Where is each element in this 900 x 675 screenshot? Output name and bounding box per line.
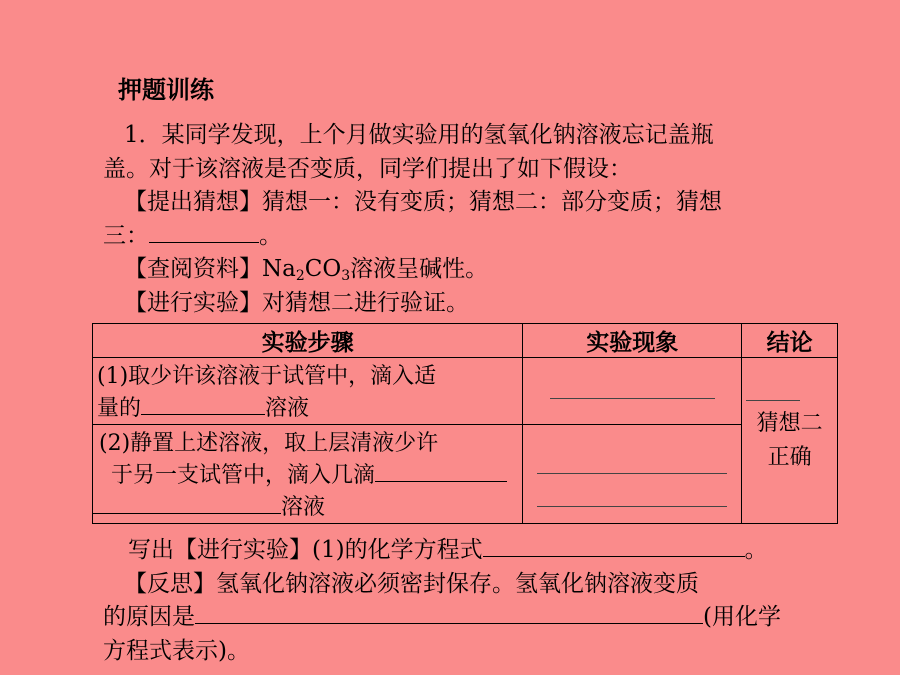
conclusion-line-1: 猜想二 (756, 410, 823, 436)
hypothesis-suffix: 。 (259, 223, 282, 249)
hypothesis-blank[interactable] (149, 222, 259, 243)
data-lookup-mid: CO (304, 256, 342, 282)
step-2-text (93, 425, 522, 523)
experiment-table (92, 323, 838, 524)
hypothesis-line-1: 【提出猜想】猜想一：没有变质；猜想二：部分变质；猜想 (124, 189, 722, 215)
step-1-text (93, 358, 522, 424)
conclusion-cell (742, 358, 838, 524)
reflection-line-3: 方程式表示)。 (103, 638, 250, 664)
phenomenon-2-blank[interactable] (537, 473, 727, 474)
data-lookup-line (124, 250, 488, 284)
step-1-cell (93, 358, 523, 425)
step-2-line-b (99, 459, 518, 491)
step-2-blank-cont[interactable] (93, 491, 281, 514)
equation-suffix: 。 (744, 537, 768, 563)
data-lookup-suffix: 溶液呈碱性。 (350, 256, 489, 282)
section-heading: 押题训练 (118, 76, 214, 104)
equation-prefix: 写出【进行实验】(1)的化学方程式 (128, 537, 483, 563)
phenomenon-1-blank[interactable] (550, 398, 715, 399)
reflection-line-1: 【反思】氢氧化钠溶液必须密封保存。氢氧化钠溶液变质 (124, 571, 699, 597)
header-phenomena: 实验现象 (523, 324, 742, 358)
equation-line (128, 531, 768, 564)
hypothesis-line-2 (103, 217, 282, 250)
step-2-cell (93, 425, 523, 524)
table-row (93, 425, 838, 524)
step-1-blank[interactable] (141, 392, 265, 415)
step-1-prefix: 量的 (97, 396, 142, 421)
conclusion-line-2: 正确 (767, 444, 812, 470)
question-line-1: 1．某同学发现，上个月做实验用的氢氧化钠溶液忘记盖瓶 (124, 122, 714, 148)
step-1-line-a: (1)取少许该溶液于试管中，滴入适 (97, 364, 437, 389)
subscript-2: 2 (295, 268, 305, 284)
phenomenon-2-blank-2[interactable] (537, 506, 727, 507)
step-2-line-a: (2)静置上述溶液，取上层清液少许 (99, 431, 439, 456)
hypothesis-prefix: 三： (103, 223, 149, 249)
table-row (93, 358, 838, 425)
question-line-2: 盖。对于该溶液是否变质，同学们提出了如下假设： (103, 156, 632, 182)
reflection-blank[interactable] (195, 603, 703, 624)
step-2-suffix: 溶液 (281, 495, 326, 520)
header-conclusion: 结论 (742, 324, 838, 358)
step-2-b-text: 于另一支试管中，滴入几滴 (111, 463, 376, 488)
subscript-3: 3 (341, 268, 351, 284)
header-steps: 实验步骤 (93, 324, 523, 358)
table-header-row (93, 324, 838, 358)
conclusion-top-blank[interactable] (746, 400, 800, 401)
data-lookup-prefix: 【查阅资料】Na (124, 256, 296, 282)
equation-blank[interactable] (483, 536, 745, 557)
step-2-blank[interactable] (375, 459, 507, 482)
step-2-line-c (99, 491, 518, 523)
reflection-line-2 (103, 598, 781, 631)
phenomenon-1-cell (523, 358, 742, 425)
experiment-intro: 【进行实验】对猜想二进行验证。 (124, 290, 469, 316)
reflection-prefix: 的原因是 (103, 604, 195, 630)
reflection-suffix: (用化学 (703, 604, 781, 630)
phenomenon-2-cell (523, 425, 742, 524)
step-1-suffix: 溶液 (265, 396, 310, 421)
step-1-line-b (97, 392, 518, 424)
